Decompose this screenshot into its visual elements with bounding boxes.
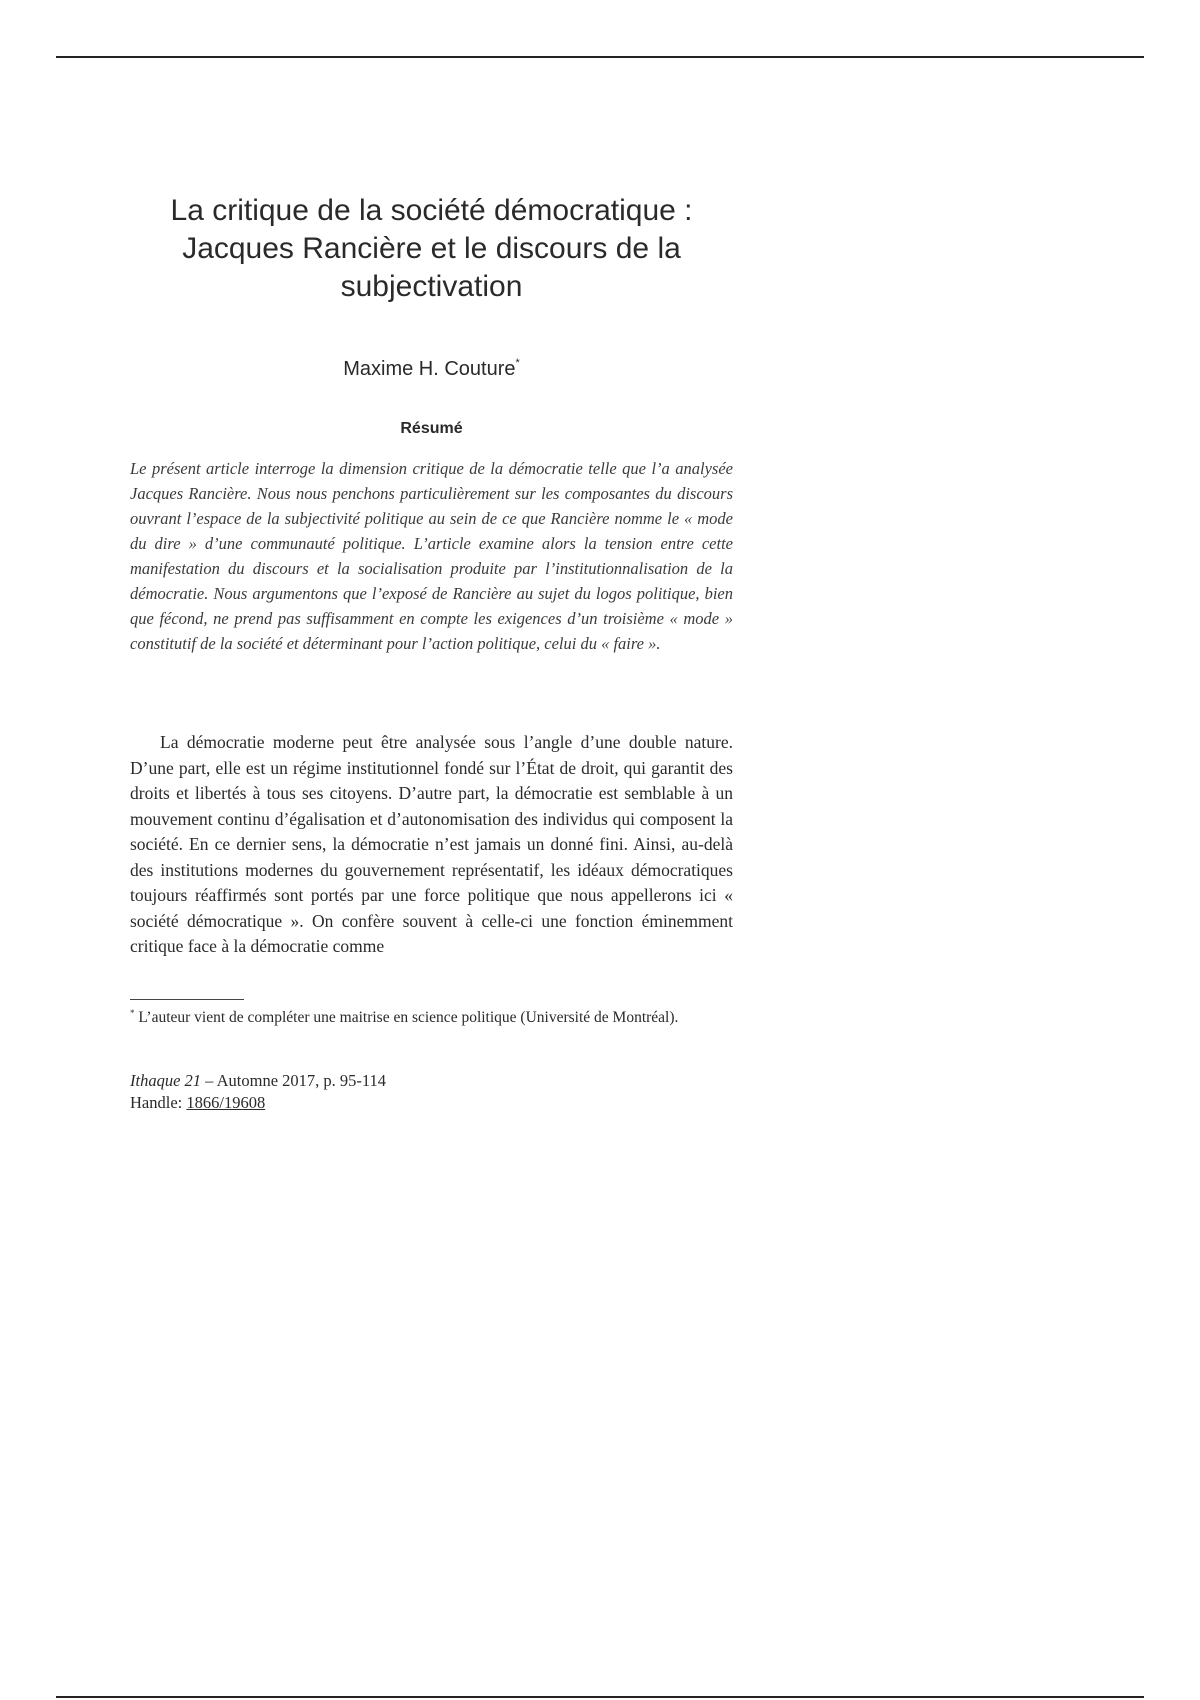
journal-issue: – Automne 2017, p. 95-114 — [201, 1071, 387, 1090]
handle-line — [130, 1092, 733, 1114]
title-line-2: Jacques Rancière et le discours de la — [182, 232, 681, 265]
author-name: Maxime H. Couture — [343, 358, 516, 380]
handle-link[interactable]: 1866/19608 — [186, 1093, 266, 1112]
footer-rule — [56, 1696, 1144, 1698]
footnote-separator — [130, 999, 244, 1000]
journal-name: Ithaque 21 — [130, 1071, 202, 1090]
author-line — [130, 357, 733, 381]
footnote — [130, 1002, 733, 1029]
citation-block — [130, 1070, 733, 1114]
title-line-3: subjectivation — [340, 270, 523, 303]
body-paragraph: La démocratie moderne peut être analysée sous l’angle d’une double nature. D’une part, elle est un régime institutionnel fondé sur l’État de droit, qui garantit des droits et libertés à tous ses citoyens. D’autre part, la démocratie est semblable à un mouvement continu d’égalisation et d’autonomisation des individus qui composent la société. En ce dernier sens, la démocratie n’est jamais un donné fini. Ainsi, au-delà des institutions modernes du gouvernement représentatif, les idéaux démocratiques toujours réaffirmés sont portés par une force politique que nous appellerons ici « société démocratique ». On confère souvent à celle-ci une fonction éminemment critique face à la démocratie comme — [130, 732, 733, 956]
title-line-1: La critique de la société démocratique : — [170, 194, 693, 227]
abstract-heading: Résumé — [400, 420, 463, 437]
journal-line — [130, 1070, 733, 1092]
header-rule — [56, 56, 1144, 58]
handle-label: Handle: — [130, 1093, 187, 1112]
footnote-mark: * — [130, 1008, 135, 1018]
abstract-text: Le présent article interroge la dimension critique de la démocratie telle que l’a analysée Jacques Rancière. Nous nous penchons particulièrement sur les composantes du discours ouvrant l’espace de la subjectivité politique au sein de ce que Rancière nomme le « mode du dire » d’une communauté politique. L’article examine alors la tension entre cette manifestation du discours et la socialisation produite par l’institutionnalisation de la démocratie. Nous argumentons que l’exposé de Rancière au sujet du logos politique, bien que fécond, ne prend pas suffisamment en compte les exigences d’un troisième « mode » constitutif de la société et déterminant pour l’action politique, celui du « faire ». — [130, 459, 733, 653]
article-title — [130, 192, 733, 306]
author-footnote-mark: * — [515, 357, 520, 369]
footnote-text: L’auteur vient de compléter une maitrise en science politique (Université de Montréal). — [134, 1009, 679, 1026]
